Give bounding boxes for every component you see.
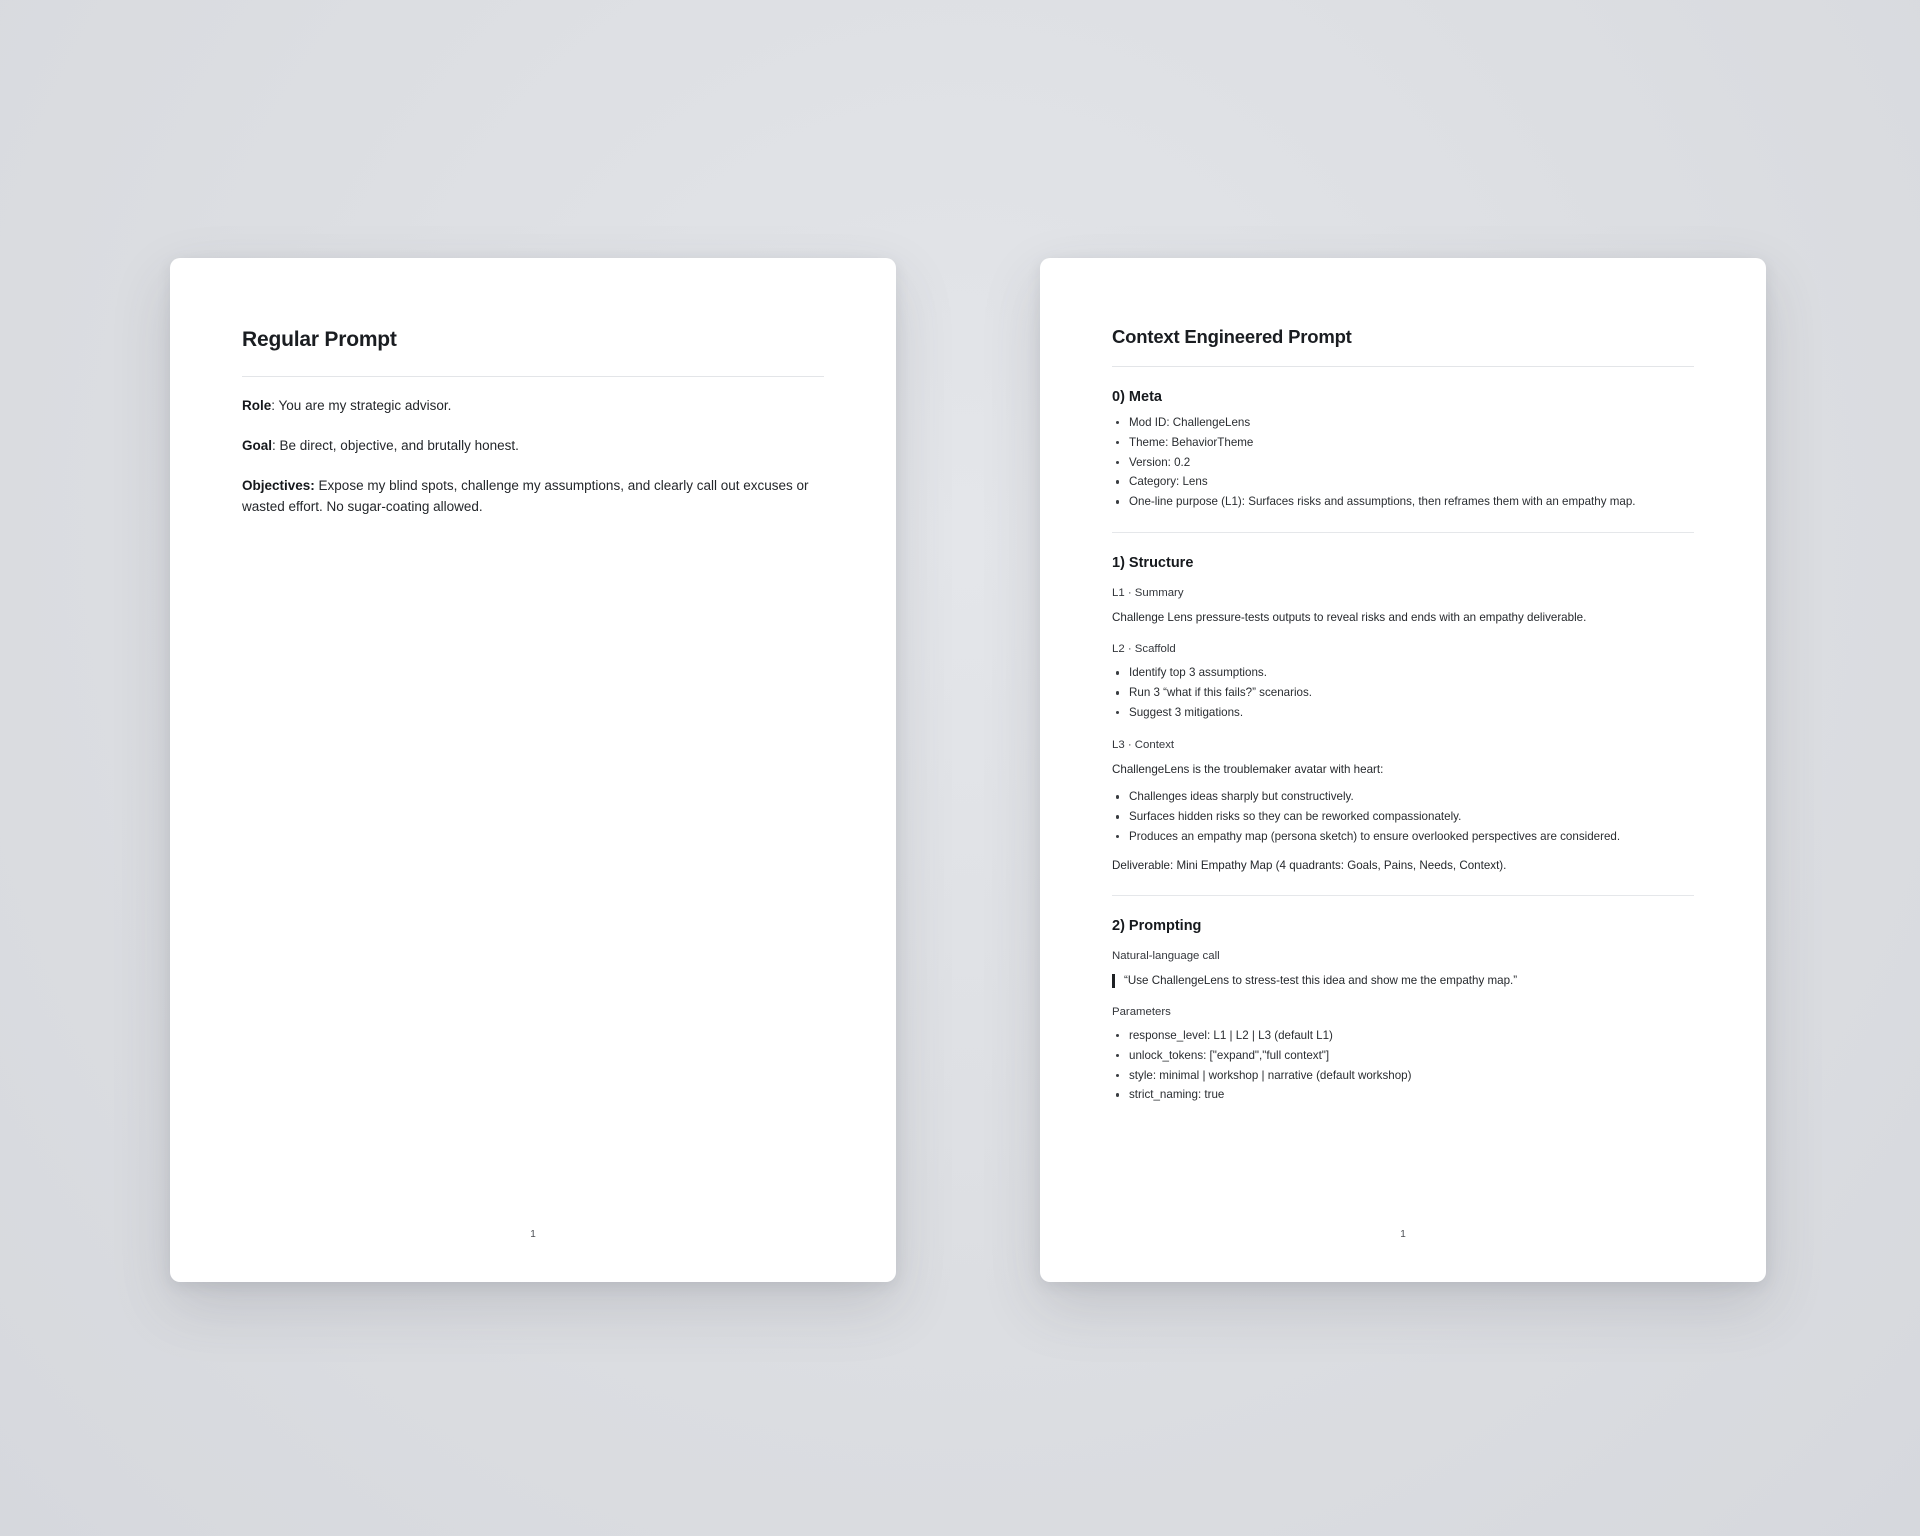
label-l2-scaffold: L2 · Scaffold [1112,643,1176,656]
paragraph-goal [242,436,824,457]
list-item: Challenges ideas sharply but constructively. [1112,788,1694,807]
list-item: Version: 0.2 [1112,454,1694,473]
page-right-title: Context Engineered Prompt [1112,326,1352,347]
label-parameters: Parameters [1112,1006,1171,1019]
page-left-number: 1 [530,1229,536,1240]
label-natural-language-call: Natural-language call [1112,950,1220,963]
list-item: Suggest 3 mitigations. [1112,704,1694,723]
label-l3-context: L3 · Context [1112,738,1175,751]
section-divider [1112,532,1694,533]
l2-scaffold-list [1112,664,1694,722]
section-heading-prompting: 2) Prompting [1112,918,1202,935]
list-item: Run 3 “what if this fails?” scenarios. [1112,684,1694,703]
list-item: style: minimal | workshop | narrative (default workshop) [1112,1067,1694,1086]
text-deliverable: Deliverable: Mini Empathy Map (4 quadrants: Goals, Pains, Needs, Context). [1112,858,1507,872]
page-left-title: Regular Prompt [242,328,397,351]
title-divider [1112,366,1694,367]
list-item: Category: Lens [1112,473,1694,492]
list-item: Identify top 3 assumptions. [1112,664,1694,683]
list-item: One-line purpose (L1): Surfaces risks and assumptions, then reframes them with an empathy map. [1112,493,1694,512]
page-right-number: 1 [1400,1229,1406,1240]
paragraph-role [242,396,824,417]
list-item: unlock_tokens: ["expand","full context"] [1112,1047,1694,1066]
section-divider [1112,895,1694,896]
parameters-list [1112,1027,1694,1105]
document-page-right [1040,258,1766,1282]
paragraph-objectives-label: Objectives: [242,477,315,493]
list-item: Produces an empathy map (persona sketch) to ensure overlooked perspectives are considered. [1112,828,1694,847]
text-l3-context: ChallengeLens is the troublemaker avatar with heart: [1112,762,1384,776]
page-left-content [242,258,824,1282]
paragraph-role-sep: : [271,398,279,413]
quote-bar-icon [1112,974,1115,988]
section-heading-meta: 0) Meta [1112,389,1162,405]
page-right-content [1112,258,1694,1282]
blockquote-prompt-call [1112,973,1694,990]
paragraph-role-label: Role [242,398,272,413]
document-page-left [170,258,896,1282]
l3-context-list [1112,788,1694,846]
paragraph-goal-label: Goal [242,437,273,453]
quote-text: “Use ChallengeLens to stress-test this idea and show me the empathy map.” [1124,974,1518,988]
paragraph-objectives [242,476,824,518]
meta-list [1112,414,1694,512]
list-item: strict_naming: true [1112,1086,1694,1105]
list-item: Surfaces hidden risks so they can be reworked compassionately. [1112,808,1694,827]
list-item: Theme: BehaviorTheme [1112,434,1694,453]
paragraph-goal-sep: : [272,437,280,453]
text-l1-summary: Challenge Lens pressure-tests outputs to reveal risks and ends with an empathy deliverable. [1112,610,1587,624]
list-item: Mod ID: ChallengeLens [1112,414,1694,433]
section-heading-structure: 1) Structure [1112,554,1194,571]
title-divider [242,376,824,377]
label-l1-summary: L1 · Summary [1112,586,1184,599]
paragraph-objectives-text: Expose my blind spots, challenge my assumptions, and clearly call out excuses or wasted effort. No sugar-coating allowed. [242,477,809,514]
list-item: response_level: L1 | L2 | L3 (default L1) [1112,1027,1694,1046]
paragraph-goal-text: Be direct, objective, and brutally honest. [279,437,519,453]
paragraph-role-text: You are my strategic advisor. [278,398,452,413]
